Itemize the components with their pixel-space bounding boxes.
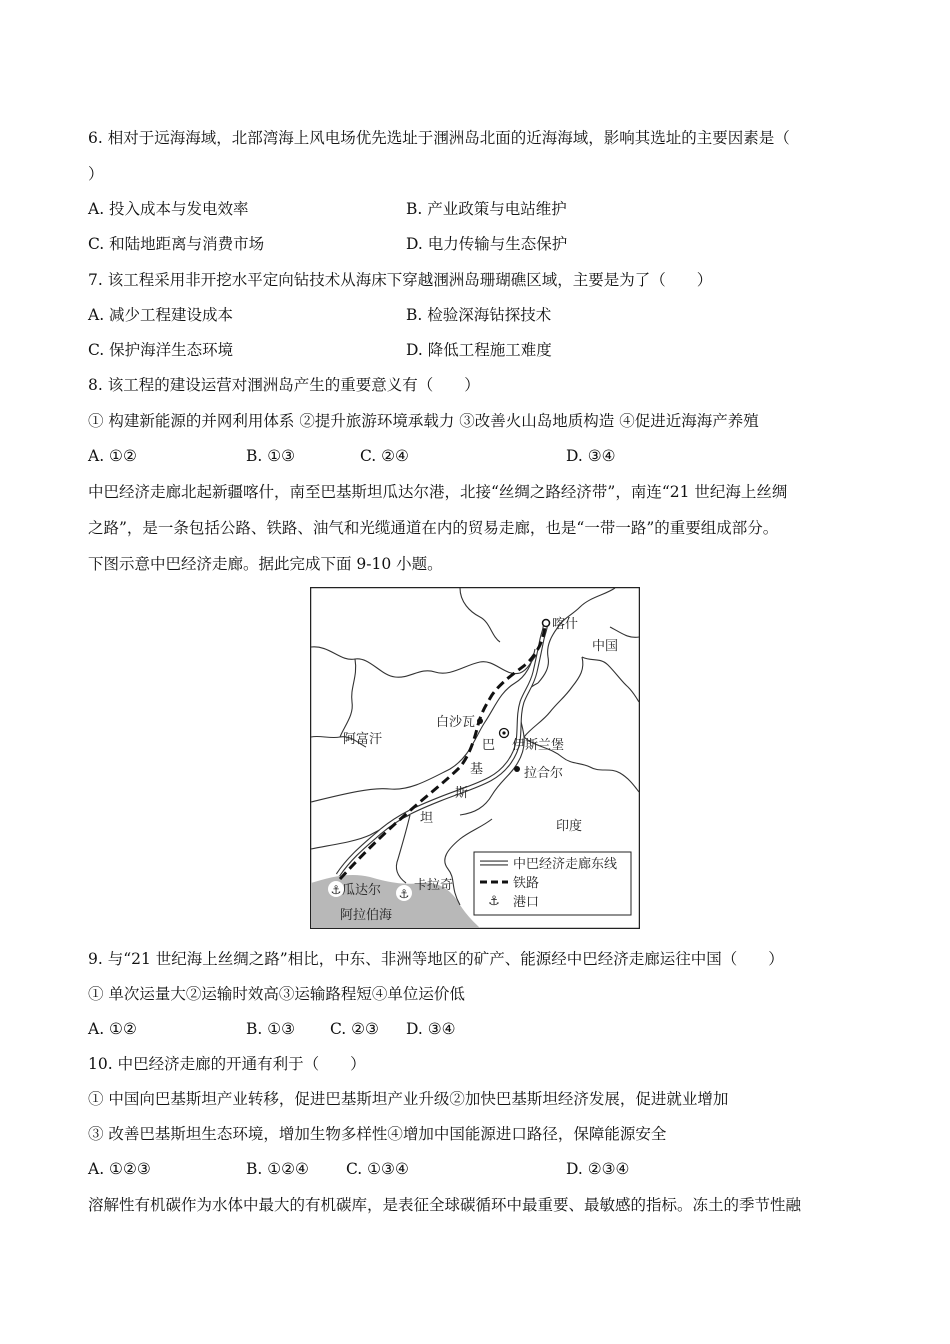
svg-text:⚓: ⚓ <box>330 883 342 897</box>
q8-option-a: A. ①② <box>88 447 137 465</box>
q8-option-c: C. ②④ <box>360 447 409 465</box>
pakistan-label-3: 斯 <box>455 786 469 801</box>
islamabad-label: 伊斯兰堡 <box>512 738 565 753</box>
q10-option-a: A. ①②③ <box>88 1160 151 1178</box>
lahore-label: 拉合尔 <box>524 766 564 781</box>
passage-line-3: 下图示意中巴经济走廊。据此完成下面 9-10 小题。 <box>88 555 443 573</box>
q6-stem-end: ） <box>88 165 104 183</box>
q10-items-2: ③ 改善巴基斯坦生态环境，增加生物多样性④增加中国能源进口路径，保障能源安全 <box>88 1125 667 1143</box>
q8-stem: 8. 该工程的建设运营对涠洲岛产生的重要意义有（ ） <box>88 376 480 394</box>
q7-stem: 7. 该工程采用非开挖水平定向钻技术从海床下穿越涠洲岛珊瑚礁区域，主要是为了（ ） <box>88 271 713 289</box>
q10-option-b: B. ①②④ <box>246 1160 309 1178</box>
karachi-label: 卡拉奇 <box>414 878 454 893</box>
legend-railway-label: 铁路 <box>513 876 540 891</box>
karachi-port-icon <box>396 885 412 901</box>
q7-option-a: A. 减少工程建设成本 <box>88 306 234 324</box>
q10-items-1: ① 中国向巴基斯坦产业转移，促进巴基斯坦产业升级②加快巴基斯坦经济发展，促进就业增加 <box>88 1090 729 1108</box>
q7-option-b: B. 检验深海钻探技术 <box>406 306 552 324</box>
q10-option-d: D. ②③④ <box>566 1160 630 1178</box>
afghanistan-label: 阿富汗 <box>343 732 383 747</box>
china-label: 中国 <box>592 639 619 654</box>
passage-line-1: 中巴经济走廊北起新疆喀什，南至巴基斯坦瓜达尔港，北接“丝绸之路经济带”，南连“21 世纪海上丝绸 <box>88 483 788 501</box>
legend-port-icon: ⚓ <box>488 894 500 909</box>
q8-items: ① 构建新能源的并网利用体系 ②提升旅游环境承载力 ③改善火山岛地质构造 ④促进近海海产养殖 <box>88 412 759 430</box>
kashi-label: 喀什 <box>552 617 579 632</box>
q9-option-a: A. ①② <box>88 1020 137 1038</box>
kashi-marker <box>543 620 550 627</box>
q9-option-d: D. ③④ <box>406 1020 456 1038</box>
q7-option-d: D. 降低工程施工难度 <box>406 341 552 359</box>
pakistan-label-4: 坦 <box>420 811 434 826</box>
q6-option-a: A. 投入成本与发电效率 <box>88 200 249 218</box>
q6-option-c: C. 和陆地距离与消费市场 <box>88 235 265 253</box>
q6-option-b: B. 产业政策与电站维护 <box>406 200 567 218</box>
pakistan-label-2: 基 <box>470 762 484 777</box>
q6-option-d: D. 电力传输与生态保护 <box>406 235 568 253</box>
q8-option-b: B. ①③ <box>246 447 296 465</box>
next-passage-line-1: 溶解性有机碳作为水体中最大的有机碳库，是表征全球碳循环中最重要、最敏感的指标。冻土的季节性融 <box>88 1196 802 1214</box>
q10-stem: 10. 中巴经济走廊的开通有利于（ ） <box>88 1055 366 1073</box>
q9-option-c: C. ②③ <box>330 1020 379 1038</box>
q7-option-c: C. 保护海洋生态环境 <box>88 341 234 359</box>
lahore-marker <box>514 766 520 772</box>
q10-option-c: C. ①③④ <box>346 1160 409 1178</box>
cpec-map <box>310 587 640 929</box>
q9-stem: 9. 与“21 世纪海上丝绸之路”相比，中东、非洲等地区的矿产、能源经中巴经济走廊运往中国（ ） <box>88 950 784 968</box>
india-label: 印度 <box>556 819 583 834</box>
legend-corridor-label: 中巴经济走廊东线 <box>513 857 618 872</box>
pakistan-label-1: 巴 <box>482 738 496 753</box>
q8-option-d: D. ③④ <box>566 447 616 465</box>
svg-text:⚓: ⚓ <box>398 887 410 901</box>
islamabad-marker-dot <box>502 731 505 734</box>
q9-option-b: B. ①③ <box>246 1020 296 1038</box>
peshawar-label: 白沙瓦 <box>436 715 476 730</box>
legend-port-label: 港口 <box>513 895 540 910</box>
peshawar-marker <box>477 718 483 724</box>
q9-items: ① 单次运量大②运输时效高③运输路程短④单位运价低 <box>88 985 465 1003</box>
arabian-sea-label: 阿拉伯海 <box>340 908 393 923</box>
gwadar-label: 瓜达尔 <box>342 883 382 898</box>
q6-stem: 6. 相对于远海海域，北部湾海上风电场优先选址于涠洲岛北面的近海海域，影响其选址的主要因素是（ <box>88 129 790 147</box>
passage-line-2: 之路”，是一条包括公路、铁路、油气和光缆通道在内的贸易走廊，也是“一带一路”的重要组成部分。 <box>88 519 779 537</box>
